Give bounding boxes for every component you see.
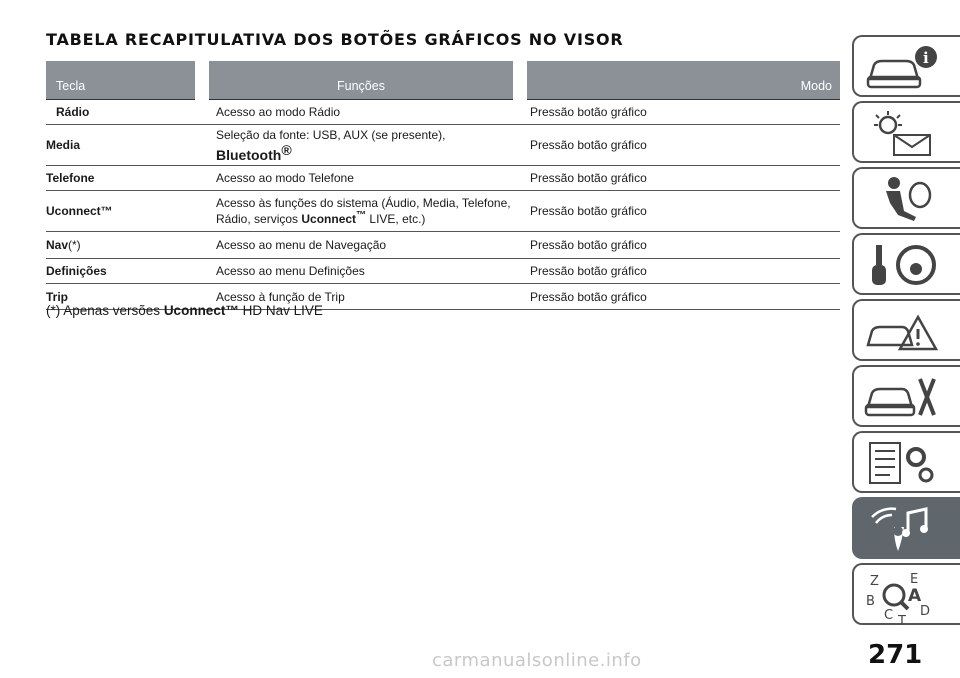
row-key — [46, 232, 202, 259]
tab-car-accident[interactable] — [852, 299, 960, 361]
bluetooth-label: Bluetooth — [216, 146, 282, 163]
svg-text:E: E — [910, 572, 919, 587]
warning-lights-icon — [864, 107, 944, 159]
header-funcoes: Funções — [202, 61, 520, 100]
tab-airbag[interactable] — [852, 167, 960, 229]
footnote-post: HD Nav LIVE — [238, 303, 323, 318]
row-function: Acesso à função de Trip — [202, 284, 520, 310]
row-function: Acesso ao modo Telefone — [202, 166, 520, 191]
row-mode: Pressão botão gráfico — [520, 191, 840, 232]
tab-car-info[interactable] — [852, 35, 960, 97]
svg-text:Z: Z — [870, 574, 879, 589]
car-info-icon — [864, 41, 944, 93]
tab-multimedia[interactable] — [852, 497, 960, 559]
row-mode: Pressão botão gráfico — [520, 166, 840, 191]
svg-text:D: D — [920, 604, 931, 619]
settings-doc-icon — [864, 437, 944, 489]
table-row — [46, 191, 840, 232]
tab-key-steering[interactable] — [852, 233, 960, 295]
row-mode: Pressão botão gráfico — [520, 232, 840, 259]
tab-warning-lights[interactable] — [852, 101, 960, 163]
row-key-label: Nav — [46, 238, 69, 252]
registered-mark: ® — [281, 141, 292, 158]
row-function: Acesso ao menu Definições — [202, 259, 520, 284]
header-modo: Modo — [520, 61, 840, 100]
key-steering-icon — [864, 239, 944, 291]
tab-settings-doc[interactable] — [852, 431, 960, 493]
footnote-bold: Uconnect™ — [163, 303, 239, 318]
svg-text:T: T — [898, 614, 906, 625]
index-letters-icon — [864, 569, 944, 625]
table-row — [46, 100, 840, 125]
svg-text:i: i — [923, 49, 929, 67]
tab-index[interactable] — [852, 563, 960, 625]
row-key: Rádio — [46, 100, 202, 125]
table-row — [46, 125, 840, 166]
row-function-line2-pre: Rádio, serviços — [216, 212, 302, 226]
row-key: Media — [46, 125, 202, 166]
row-mode: Pressão botão gráfico — [520, 284, 840, 310]
buttons-table — [46, 61, 840, 310]
uconnect-label: Uconnect — [301, 212, 357, 226]
row-function-line1: Acesso às funções do sistema (Áudio, Media, Telefone, — [216, 196, 511, 210]
row-key: Trip — [46, 284, 202, 310]
row-function — [202, 125, 520, 166]
car-tools-icon — [864, 371, 944, 423]
trademark-mark: ™ — [356, 210, 367, 221]
row-key: Definições — [46, 259, 202, 284]
row-key: Uconnect™ — [46, 191, 202, 232]
row-function — [202, 191, 520, 232]
row-key: Telefone — [46, 166, 202, 191]
svg-text:B: B — [866, 594, 875, 609]
watermark: carmanualsonline.info — [432, 650, 642, 671]
table-row — [46, 259, 840, 284]
row-mode: Pressão botão gráfico — [520, 125, 840, 166]
row-key-note: (*) — [68, 238, 81, 252]
car-accident-icon — [864, 305, 944, 357]
footnote — [46, 303, 323, 318]
table-row — [46, 166, 840, 191]
footnote-pre: (*) Apenas versões — [46, 303, 164, 318]
table-header — [46, 61, 840, 100]
multimedia-icon — [864, 503, 944, 559]
svg-text:A: A — [908, 586, 922, 606]
page-number: 271 — [868, 640, 923, 670]
row-function: Acesso ao menu de Navegação — [202, 232, 520, 259]
header-tecla: Tecla — [46, 61, 202, 100]
page-title: TABELA RECAPITULATIVA DOS BOTÕES GRÁFICOS NO VISOR — [46, 30, 624, 49]
table-row — [46, 232, 840, 259]
svg-text:C: C — [884, 608, 894, 623]
row-function-line1: Seleção da fonte: USB, AUX (se presente), — [216, 127, 446, 142]
airbag-seat-icon — [864, 173, 944, 225]
row-mode: Pressão botão gráfico — [520, 100, 840, 125]
row-function-line2-post: LIVE, etc.) — [366, 212, 426, 226]
tab-car-tools[interactable] — [852, 365, 960, 427]
row-function: Acesso ao modo Rádio — [202, 100, 520, 125]
row-mode: Pressão botão gráfico — [520, 259, 840, 284]
